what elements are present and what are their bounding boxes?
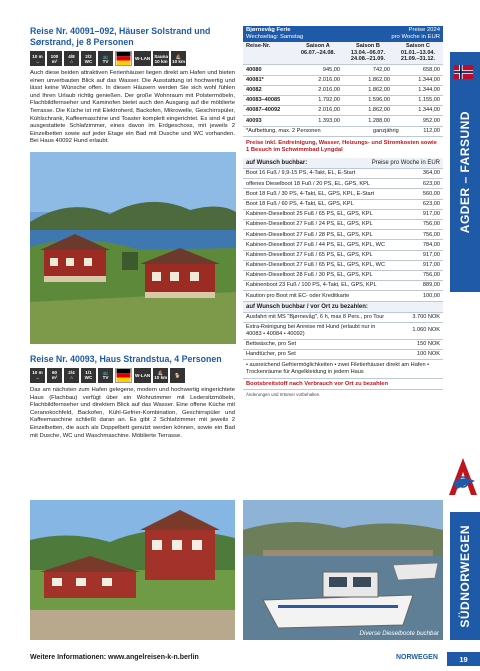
boat-row-cell: Kabinen-Dieselboot 27 Fuß / 65 PS, EL, GPS, KPL, WC (243, 260, 411, 270)
service-row (243, 322, 443, 339)
boat-row-cell: Kabinen-Dieselboot 27 Fuß / 44 PS, EL, GPS, KPL, WC (243, 240, 411, 250)
price-cell: 1.344,00 (393, 106, 443, 116)
area-label: SÜDNORWEGEN (458, 524, 472, 628)
right-column (243, 26, 443, 399)
included-note: Preise inkl. Endreinigung, Wasser, Heizungs- und Stromkosten sowie 1 Besuch im Schwimmbad Lyngdal (246, 139, 437, 153)
boats-photo (243, 500, 443, 640)
boat-row (243, 240, 443, 250)
facilities-note: • ausreichend Gefriermöglichkeiten • zwei Filetierhäuser direkt am Hafen • Trockenräume für Angelkleidung in jedem Haus (243, 360, 443, 379)
footer (30, 652, 475, 666)
boat-row-cell: 917,00 (411, 250, 443, 260)
house2-amenity-icon: 1/1 WC (81, 368, 96, 383)
service-row-cell: Ausfahrt mit MS "Bjørnevåg", 6 h, max 8 Pers., pro Tour (243, 313, 393, 323)
house2-description: Das am nächsten zum Hafen gelegene, modern und hochwertig eingerichtete Haus (Flachbau) verfügt über ein Wohnzimmer mit Ledersitzmöbeln, Flachbildfernseher und direktem Blick auf das Wasser. Eine offene Küche mit Ceranokochfeld, Backofen, Kühl-Gefrier-Kombination, Geschirrspüler und Kaffeemaschine schließt daran an. Es gibt 2 Schlafzimmer mit jeweils 2 Einzelbetten, die auch als Doppelbett genutzt werden können, sowie ein Bad mit Dusche, WC und Waschmaschine. Möblierte Terrasse. (30, 386, 235, 439)
german-tv-flag-icon (115, 368, 132, 383)
boat-row-cell: Boot 16 Fuß / 9,9-15 PS, 4-Takt, EL, E-Start (243, 169, 411, 179)
extra-bed-price: 112,00 (409, 127, 443, 137)
house1-amenity-icon: Sauna 10 km (153, 51, 169, 66)
house2-amenity-icons (30, 368, 235, 383)
extra-bed-season: ganzjährig (362, 127, 409, 137)
boats-table (243, 169, 443, 301)
price-cell: 1.344,00 (393, 75, 443, 85)
price-column-header: Saison C 01.01.–13.04. 21.09.–31.12. (393, 42, 443, 65)
price-cell: 40082 (243, 85, 293, 95)
price-cell: 945,00 (293, 65, 343, 75)
price-unit: pro Woche in EUR (391, 34, 440, 40)
price-cell: 40083–40085 (243, 95, 293, 105)
boat-row-cell: 889,00 (411, 281, 443, 291)
price-cell: 742,00 (343, 65, 393, 75)
fuel-note: Bootsbreitstoff nach Verbrauch vor Ort zu bezahlen (243, 379, 443, 390)
german-tv-flag-icon (115, 51, 132, 66)
camp-name: Bjørnevåg Ferie (246, 27, 291, 33)
service-row-cell: Bettwäsche, pro Set (243, 339, 393, 349)
price-cell: 1.862,00 (343, 75, 393, 85)
boat-row (243, 220, 443, 230)
boat-row (243, 270, 443, 280)
price-row (243, 95, 443, 105)
house2-amenity-icon: 📺 TV (98, 368, 113, 383)
page-number: 19 (447, 652, 480, 666)
region-label: AGDER – FARSUND (458, 110, 472, 234)
services-table (243, 313, 443, 360)
area-tab (450, 512, 480, 640)
house1-amenity-icon: W-LAN (134, 51, 151, 66)
house1-photo (30, 152, 236, 344)
boat-row-cell: Kabinen-Dieselboot 27 Fuß / 28 PS, EL, GPS, KPL (243, 230, 411, 240)
price-cell: 1.596,00 (343, 95, 393, 105)
region-tab (450, 52, 480, 292)
price-cell: 1.393,00 (293, 116, 343, 126)
house1-amenity-icons (30, 51, 235, 66)
house2-title: Reise Nr. 40093, Haus Strandstua, 4 Personen (30, 353, 222, 364)
boat-row-cell: Boot 18 Fuß / 30 PS, 4-Takt, EL, GPS, KPL, E-Start (243, 189, 411, 199)
footer-info: Weitere Informationen: www.angelreisen-k-n.berlin (30, 654, 199, 661)
boat-row-cell: Boot 18 Fuß / 60 PS, 4-Takt, EL, GPS, KPL (243, 199, 411, 209)
house1-amenity-icon: 100 m² (47, 51, 62, 66)
boat-row (243, 291, 443, 301)
service-row-cell: 1.060 NOK (393, 322, 443, 339)
price-row (243, 116, 443, 126)
price-cell: 2.016,00 (293, 75, 343, 85)
house1-amenity-icon: 4/8 ⌂ (64, 51, 79, 66)
price-cell: 40081* (243, 75, 293, 85)
extra-bed-table (243, 127, 443, 137)
house2-amenity-icon: ⛵ 10 km (153, 368, 168, 383)
price-cell: 40093 (243, 116, 293, 126)
disclaimer: Änderungen und Irrtümer vorbehalten. (246, 391, 321, 397)
boat-row-cell: Kabinen-Dieselboot 25 Fuß / 65 PS, EL, GPS, KPL (243, 209, 411, 219)
extra-bed-label: *Aufbettung, max. 2 Personen (243, 127, 362, 137)
boat-row-cell: Kabinenboot 23 Fuß / 100 PS, 4-Takt, EL, GPS, KPL (243, 281, 411, 291)
price-table (243, 42, 443, 127)
house2-amenity-icon: W-LAN (134, 368, 151, 383)
changeover-day: Wechseltag: Samstag (246, 34, 304, 40)
boat-row (243, 230, 443, 240)
price-cell: 40080 (243, 65, 293, 75)
price-column-header: Saison A 06.07.–24.08. (293, 42, 343, 65)
price-cell: 2.016,00 (293, 106, 343, 116)
boat-row (243, 179, 443, 189)
boat-row-cell: 623,00 (411, 199, 443, 209)
price-year: Preise 2024 (408, 27, 440, 33)
left-column (30, 26, 235, 440)
price-row (243, 75, 443, 85)
boat-row-cell: 623,00 (411, 179, 443, 189)
company-logo-icon (447, 455, 480, 501)
house1-amenity-icon: ⛵ 10 km (171, 51, 186, 66)
boat-row (243, 260, 443, 270)
boat-row (243, 281, 443, 291)
house1-amenity-icon: 10 m → (30, 51, 45, 66)
price-cell: 40087–40092 (243, 106, 293, 116)
price-cell: 1.155,00 (393, 95, 443, 105)
house1-amenity-icon: 📺 TV (98, 51, 113, 66)
services-header (243, 302, 443, 313)
service-row (243, 339, 443, 349)
price-cell: 1.288,00 (343, 116, 393, 126)
house1-description: Auch diese beiden attraktiven Ferienhäuser liegen direkt am Hafen und bieten einen unverbauten Blick auf das Wasser. Die Ausstattung ist hochwertig und lässt keine Wünsche offen. In diesen Häusern werden Sie sich wohl fühlen und Ihren Urlaub richtig genießen. Der große Wohnraum mit Polstermöbeln, Flachbildfernseher und Kaminofen bietet auch den Ausgang auf die möblierte Terrasse. Die Küche ist mit Elektroherd, Backofen, Mikrowelle, Geschirrspüler, Kühlschrank, Kaffeemaschine und Toaster komplett eingerichtet. Es sind 4 gut ausgestattete Schlafzimmer, eines davon im Erdgeschoss, mit jeweils 2 Einzelbetten sowie auf jeder Etage ein Bad mit Dusche und WC vorhanden. Bei Haus 40092 Hund erlaubt. (30, 70, 235, 145)
boat-row-cell: offenes Dieselboot 18 Fuß / 20 PS, EL, GPS, KPL (243, 179, 411, 189)
services-header-label: auf Wunsch buchbar / vor Ort zu bezahlen: (246, 303, 368, 310)
price-cell: 1.862,00 (343, 85, 393, 95)
boats-header (243, 158, 443, 169)
boat-row-cell: 917,00 (411, 260, 443, 270)
boat-row (243, 189, 443, 199)
price-cell: 1.862,00 (343, 106, 393, 116)
boat-row-cell: Kabinen-Dieselboot 27 Fuß / 65 PS, EL, GPS, KPL (243, 250, 411, 260)
boat-row-cell: Kabinen-Dieselboot 27 Fuß / 24 PS, EL, GPS, KPL (243, 220, 411, 230)
price-table-header (243, 26, 443, 42)
boat-row (243, 169, 443, 179)
boat-row-cell: 917,00 (411, 209, 443, 219)
boat-row-cell: 784,00 (411, 240, 443, 250)
price-column-header: Reise-Nr. (243, 42, 293, 65)
house2-amenity-icon: 2/4 ⌂ (64, 368, 79, 383)
boats-header-right: Preise pro Woche in EUR (371, 160, 440, 167)
boats-header-left: auf Wunsch buchbar: (246, 160, 308, 167)
boat-row-cell: Kabinen-Dieselboot 28 Fuß / 30 PS, EL, GPS, KPL (243, 270, 411, 280)
footer-country: NORWEGEN (396, 654, 438, 661)
service-row-cell: Handtücher, pro Set (243, 349, 393, 359)
boat-row-cell: 364,00 (411, 169, 443, 179)
boat-row (243, 250, 443, 260)
house2-amenity-icon: 10 m → (30, 368, 45, 383)
price-cell: 1.344,00 (393, 85, 443, 95)
service-row-cell: 150 NOK (393, 339, 443, 349)
price-cell: 2.016,00 (293, 85, 343, 95)
service-row-cell: Extra-Reinigung bei Anreise mit Hund (erlaubt nur in 40083 • 40084 • 40092) (243, 322, 393, 339)
boat-row-cell: 756,00 (411, 270, 443, 280)
house1-amenity-icon: 2/2 WC (81, 51, 96, 66)
boat-row-cell: 100,00 (411, 291, 443, 301)
service-row (243, 313, 443, 323)
house2-photo (30, 500, 235, 640)
price-row (243, 106, 443, 116)
service-row-cell: 3.700 NOK (393, 313, 443, 323)
boats-photo-caption: Diverse Dieselboote buchbar (359, 630, 439, 637)
house1-title: Reise Nr. 40091–092, Häuser Solstrand und Sørstrand, je 8 Personen (30, 26, 211, 47)
price-row (243, 65, 443, 75)
house2-amenity-icon: 60 m² (47, 368, 62, 383)
price-cell: 658,00 (393, 65, 443, 75)
boat-row-cell: 756,00 (411, 220, 443, 230)
boat-row (243, 209, 443, 219)
boat-row-cell: 756,00 (411, 230, 443, 240)
service-row (243, 349, 443, 359)
price-cell: 1.792,00 (293, 95, 343, 105)
norway-flag-icon (451, 65, 476, 79)
boat-row-cell: Kaution pro Boot mit EC- oder Kreditkarte (243, 291, 411, 301)
price-cell: 952,00 (393, 116, 443, 126)
boat-row-cell: 560,00 (411, 189, 443, 199)
boat-row (243, 199, 443, 209)
price-column-header: Saison B 13.04.–06.07. 24.08.–21.09. (343, 42, 393, 65)
service-row-cell: 100 NOK (393, 349, 443, 359)
price-row (243, 85, 443, 95)
house2-amenity-icon: 🐕 (170, 368, 185, 383)
